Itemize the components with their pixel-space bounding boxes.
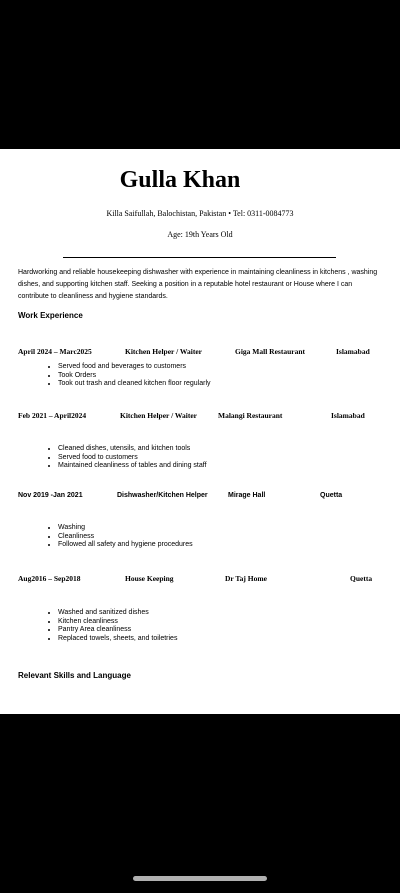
- job-row: [18, 347, 378, 359]
- resume-page: [0, 149, 400, 714]
- job-title: Kitchen Helper / Waiter: [125, 347, 203, 356]
- job-title: House Keeping: [125, 574, 174, 583]
- job-duties-list: [40, 363, 211, 389]
- duty-item: • Kitchen cleanliness: [58, 618, 177, 627]
- contact-line: Killa Saifullah, Balochistan, Pakistan • Tel: 0311-0084773: [106, 209, 294, 218]
- job-row: [18, 411, 378, 423]
- duty-item: • Followed all safety and hygiene procedures: [58, 541, 193, 550]
- duty-item: • Cleaned dishes, utensils, and kitchen tools: [58, 445, 207, 454]
- age-line: Age: 19th Years Old: [167, 230, 233, 239]
- duty-item: • Washing: [58, 524, 193, 533]
- job-employer: Malangi Restaurant: [218, 411, 283, 420]
- duty-item: • Maintained cleanliness of tables and dining staff: [58, 462, 207, 471]
- job-dates: April 2024 – Marc2025: [18, 347, 92, 356]
- job-location: Islamabad: [336, 347, 370, 356]
- duty-item: • Replaced towels, sheets, and toiletries: [58, 635, 177, 644]
- job-duties-list: [40, 609, 177, 643]
- job-duties-list: [40, 524, 193, 550]
- summary-paragraph: Hardworking and reliable housekeeping dishwasher with experience in maintaining cleanliness in kitchens , washing dishes, and supporting kitchen staff. Seeking a position in a reputable hotel restaurant or House where I can contribute to cleanliness and hygiene standards.: [18, 269, 378, 300]
- job-row: [18, 492, 378, 504]
- job-dates: Aug2016 – Sep2018: [18, 574, 81, 583]
- job-employer: Mirage Hall: [228, 492, 266, 499]
- home-indicator-bar[interactable]: [133, 876, 267, 881]
- job-location: Quetta: [350, 574, 373, 583]
- job-title: Dishwasher/Kitchen Helper: [117, 492, 208, 499]
- header-divider: [63, 257, 336, 258]
- duty-item: • Pantry Area cleanliness: [58, 626, 177, 635]
- duty-item: • Cleanliness: [58, 533, 193, 542]
- work-experience-heading: Work Experience: [18, 311, 83, 320]
- job-location: Islamabad: [331, 411, 365, 420]
- job-location: Quetta: [320, 492, 343, 499]
- duty-item: • Took Orders: [58, 372, 211, 381]
- duty-item: • Served food and beverages to customers: [58, 363, 211, 372]
- job-employer: Giga Mall Restaurant: [235, 347, 305, 356]
- duty-item: • Washed and sanitized dishes: [58, 609, 177, 618]
- job-dates: Nov 2019 -Jan 2021: [18, 492, 83, 499]
- job-row: [18, 574, 378, 586]
- skills-heading: Relevant Skills and Language: [18, 671, 131, 680]
- candidate-name: Gulla Khan: [119, 167, 241, 193]
- duty-item: • Took out trash and cleaned kitchen floor regularly: [58, 380, 211, 389]
- duty-item: • Served food to customers: [58, 454, 207, 463]
- job-employer: Dr Taj Home: [225, 574, 267, 583]
- job-duties-list: [40, 445, 207, 471]
- job-dates: Feb 2021 – April2024: [18, 411, 87, 420]
- job-title: Kitchen Helper / Waiter: [120, 411, 198, 420]
